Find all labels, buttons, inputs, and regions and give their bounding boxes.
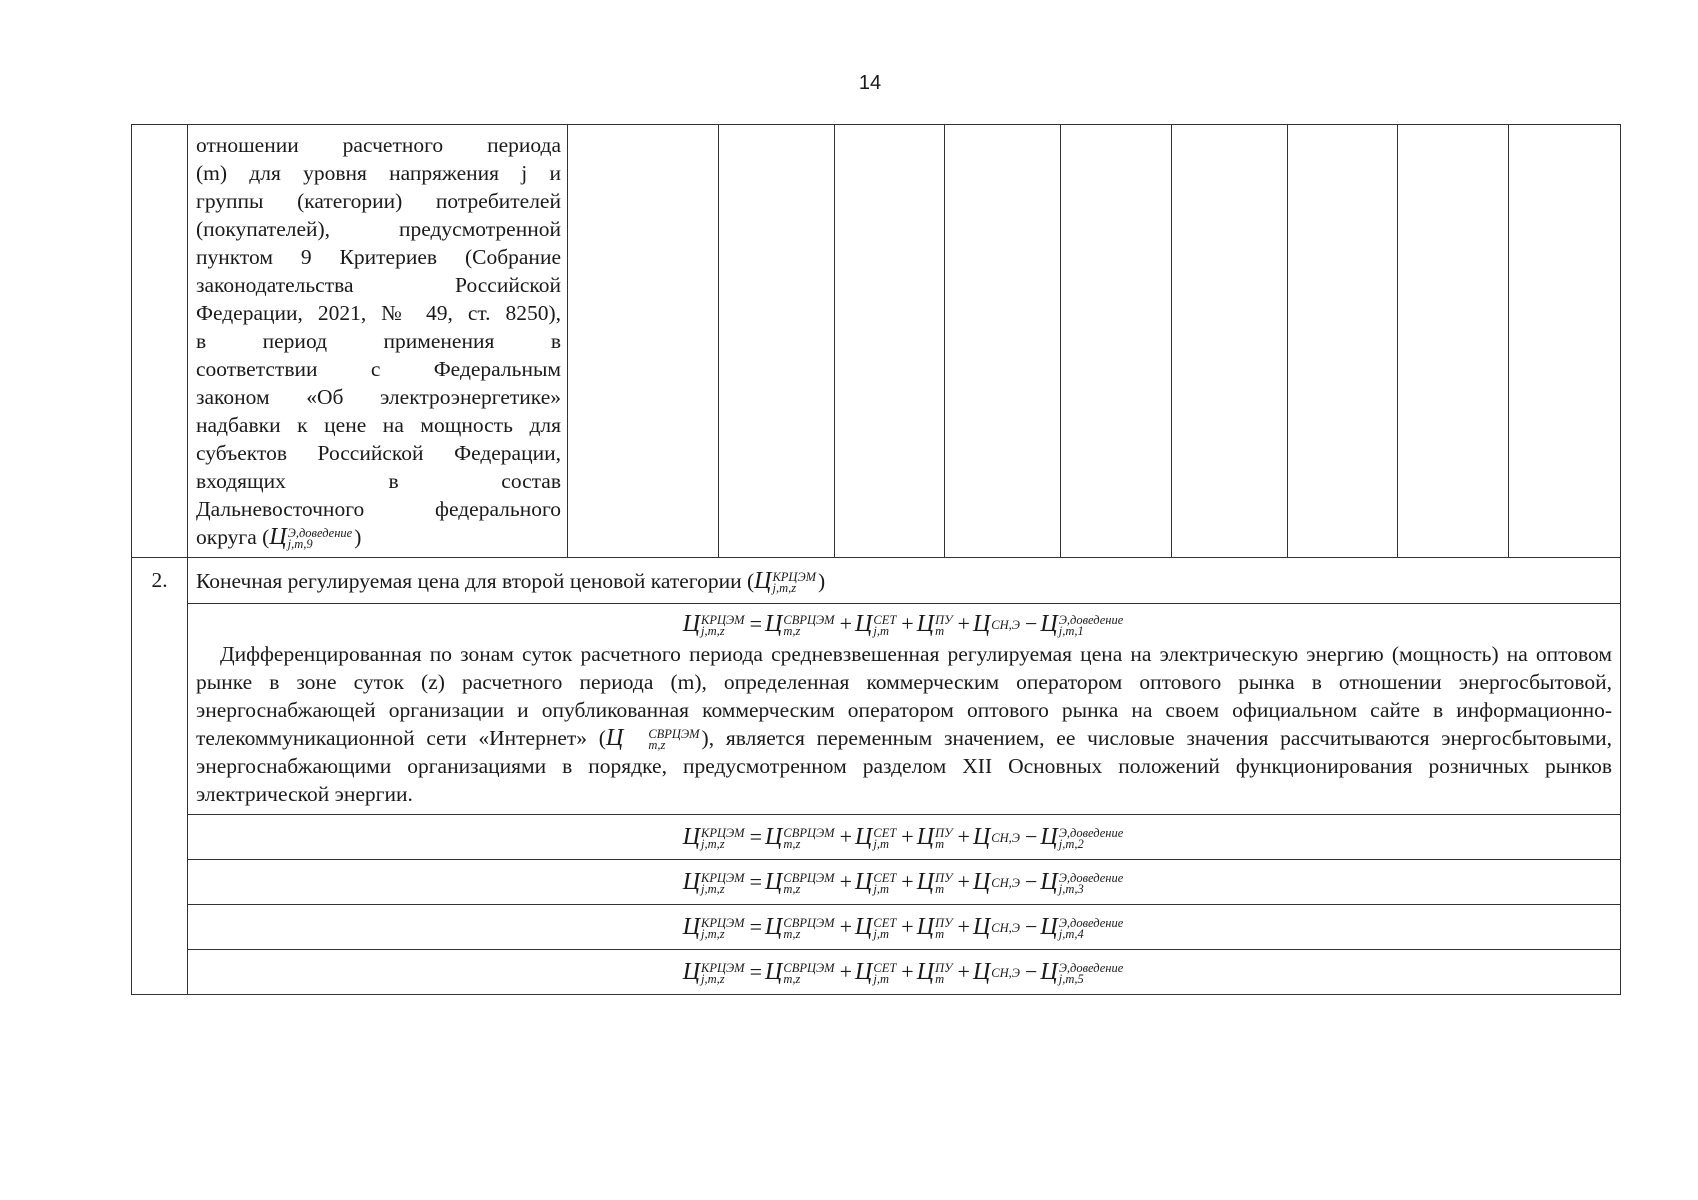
- table-row-continued: [132, 125, 1621, 558]
- desc-line: пунктом 9 Критериев (Собрание: [196, 245, 561, 269]
- description-cell: [188, 125, 568, 558]
- desc-line: (покупателей), предусмотренной: [196, 217, 561, 241]
- price-symbol: Ц КРЦЭМ j,m,z: [754, 568, 817, 595]
- tariff-table: [131, 124, 1621, 995]
- page-number: 14: [858, 72, 882, 94]
- value-cell: [1398, 125, 1509, 558]
- desc-line: входящих в состав: [196, 469, 561, 493]
- formula-cell: [188, 860, 1621, 905]
- desc-line: (m) для уровня напряжения j и: [196, 161, 561, 185]
- formula: Ц КРЦЭМ j,m,z = Ц СВРЦЭМ m,z + Ц СЕТ j,m + Ц ПУ m + Ц СН,Э − Ц Э,доведение j,m,1: [682, 611, 1124, 638]
- formula: Ц КРЦЭМ j,m,z = Ц СВРЦЭМ m,z + Ц СЕТ j,m + Ц ПУ m + Ц СН,Э − Ц Э,доведение j,m,5: [682, 959, 1124, 986]
- row-number: 2.: [132, 558, 188, 995]
- desc-line: законодательства Российской: [196, 273, 561, 297]
- heading-close: ): [818, 569, 826, 593]
- section-heading: [188, 558, 1621, 604]
- desc-line: Федерации, 2021, № 49, ст. 8250),: [196, 301, 561, 325]
- desc-line: отношении расчетного периода: [196, 133, 561, 157]
- formula-cell: [188, 905, 1621, 950]
- table-row-formula: [132, 860, 1621, 905]
- desc-last-prefix: округа (: [196, 525, 270, 549]
- value-cell: [1288, 125, 1398, 558]
- formula-cell: [188, 815, 1621, 860]
- table-row-formula: [132, 950, 1621, 995]
- value-cell: [719, 125, 835, 558]
- desc-line: надбавки к цене на мощность для: [196, 413, 561, 437]
- formula: Ц КРЦЭМ j,m,z = Ц СВРЦЭМ m,z + Ц СЕТ j,m + Ц ПУ m + Ц СН,Э − Ц Э,доведение j,m,4: [682, 914, 1124, 941]
- price-symbol: Ц СВРЦЭМ m,z: [605, 725, 700, 752]
- table-row-formula: [132, 815, 1621, 860]
- formula: Ц КРЦЭМ j,m,z = Ц СВРЦЭМ m,z + Ц СЕТ j,m + Ц ПУ m + Ц СН,Э − Ц Э,доведение j,m,3: [682, 869, 1124, 896]
- desc-line: законом «Об электроэнергетике»: [196, 385, 561, 409]
- price-symbol: Ц Э,доведение j,m,9: [269, 524, 353, 551]
- desc-last-line: [196, 523, 561, 551]
- formula-description-cell: [188, 604, 1621, 815]
- desc-line: субъектов Российской Федерации,: [196, 441, 561, 465]
- number-cell-empty: [132, 125, 188, 558]
- formula: Ц КРЦЭМ j,m,z = Ц СВРЦЭМ m,z + Ц СЕТ j,m + Ц ПУ m + Ц СН,Э − Ц Э,доведение j,m,2: [682, 824, 1124, 851]
- desc-line: в период применения в: [196, 329, 561, 353]
- value-cell: [568, 125, 719, 558]
- definition-paragraph: Дифференцированная по зонам суток расчетного периода средневзвешенная регулируемая цена на электрическую энергию (мощность) на оптовом рынке в зоне суток (z) расчетного периода (m), определенная коммерческим оператором оптового рынка в отношении энергосбытовой, энергоснабжающей организации и опубликованная коммерческим оператором оптового рынка на своем официальном сайте в информационно-телекоммуникационной сети «Интернет» (Ц СВРЦЭМ m,z ), является переменным значением, ее числовые значения рассчитываются энергосбытовыми, энергоснабжающими организациями в порядке, предусмотренном разделом XII Основных положений функционирования розничных рынков электрической энергии.: [196, 642, 1612, 806]
- desc-line: группы (категории) потребителей: [196, 189, 561, 213]
- table-row-formula: [132, 905, 1621, 950]
- table-row-heading: [132, 558, 1621, 604]
- value-cell: [1172, 125, 1288, 558]
- desc-line: Дальневосточного федерального: [196, 497, 561, 521]
- value-cell: [945, 125, 1061, 558]
- value-cell: [1509, 125, 1621, 558]
- value-cell: [1061, 125, 1172, 558]
- desc-line: соответствии с Федеральным: [196, 357, 561, 381]
- formula-cell: [188, 950, 1621, 995]
- desc-last-suffix: ): [354, 525, 362, 549]
- value-cell: [835, 125, 945, 558]
- heading-text: Конечная регулируемая цена для второй ценовой категории (: [196, 569, 755, 593]
- table-row-main-formula: [132, 604, 1621, 815]
